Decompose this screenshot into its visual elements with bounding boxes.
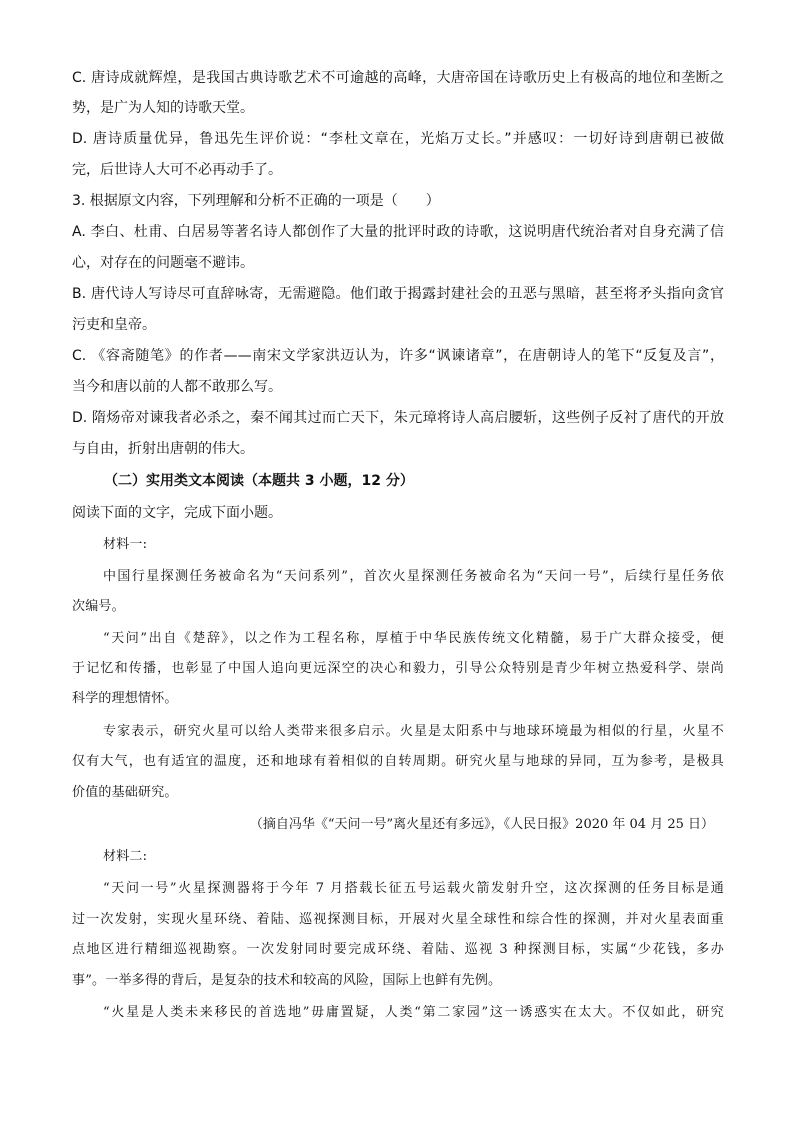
material-2-p1-line-3: 点地区进行精细巡视勘察。一次发射同时要完成环绕、着陆、巡视 3 种探测目标，实属“少花钱，多办 (72, 942, 724, 957)
material-1-p2-line-3: 科学的理想情怀。 (72, 691, 178, 706)
q3-option-a-line-1: A. 李白、杜甫、白居易等著名诗人都创作了大量的批评时政的诗歌，这说明唐代统治者对自身充满了信 (72, 224, 724, 240)
q3-option-a-line-2: 心，对存在的问题毫不避讳。 (72, 255, 254, 271)
material-2-p2-line-1: “火星是人类未来移民的首选地”毋庸置疑，人类“第二家园”这一诱惑实在太大。不仅如此，研究 (103, 1005, 724, 1020)
q3-option-d-line-2: 与自由，折射出唐朝的伟大。 (72, 441, 254, 457)
option-c-line-1: C. 唐诗成就辉煌，是我国古典诗歌艺术不可逾越的高峰，大唐帝国在诗歌历史上有极高的地位和垄断之 (72, 70, 724, 86)
q3-option-d-line-1: D. 隋炀帝对谏我者必杀之，秦不闻其过而亡天下，朱元璋将诗人高启腰斩，这些例子反衬了唐代的开放 (72, 410, 724, 426)
material-1-p2-line-2: 于记忆和传播，也彰显了中国人追向更远深空的决心和毅力，引导公众特别是青少年树立热爱科学、崇尚 (72, 661, 724, 676)
material-2-p1-line-2: 过一次发射，实现火星环绕、着陆、巡视探测目标，开展对火星全球性和综合性的探测，并对火星表面重 (72, 912, 724, 927)
material-2-p1-line-4: 事”。一举多得的背后，是复杂的技术和较高的风险，国际上也鲜有先例。 (72, 973, 502, 988)
option-c-line-2: 势，是广为人知的诗歌天堂。 (72, 100, 254, 116)
material-1-p1-line-1: 中国行星探测任务被命名为“天问系列”，首次火星探测任务被命名为“天问一号”，后续行星任务依 (103, 569, 724, 584)
material-1-p1-line-2: 次编号。 (72, 599, 125, 614)
option-d-line-1: D. 唐诗质量优异，鲁迅先生评价说：“李杜文章在，光焰万丈长。”并感叹：一切好诗到唐朝已被做 (72, 131, 724, 147)
material-1-p3-line-2: 仅有大气，也有适宜的温度，还和地球有着相似的自转周期。研究火星与地球的异同，互为参考，是极具 (72, 754, 724, 769)
material-1-p2-line-1: “天问”出自《楚辞》，以之作为工程名称，厚植于中华民族传统文化精髓，易于广大群众接受，便 (103, 631, 724, 646)
material-1-p3-line-1: 专家表示，研究火星可以给人类带来很多启示。火星是太阳系中与地球环境最为相似的行星，火星不 (103, 724, 724, 739)
q3-option-b-line-1: B. 唐代诗人写诗尽可直辞咏寄，无需避隐。他们敢于揭露封建社会的丑恶与黑暗，甚至将矛头指向贪官 (72, 286, 724, 302)
material-1-source: （摘自冯华《“天问一号”离火星还有多远》，《人民日报》2020 年 04 月 25 日） (249, 817, 714, 832)
option-d-line-2: 完，后世诗人大可不必再动手了。 (72, 162, 282, 178)
material-2-p1-line-1: “天问一号”火星探测器将于今年 7 月搭载长征五号运载火箭发射升空，这次探测的任务目标是通 (103, 881, 724, 896)
material-2-label: 材料二: (103, 849, 148, 864)
q3-option-c-line-1: C. 《容斋随笔》的作者——南宋文学家洪迈认为，许多“讽谏诸章”，在唐朝诗人的笔下“反复及言”， (72, 348, 724, 364)
section-instruction: 阅读下面的文字，完成下面小题。 (72, 505, 282, 521)
section-heading: （二）实用类文本阅读（本题共 3 小题，12 分） (104, 473, 414, 489)
q3-option-b-line-2: 污吏和皇帝。 (72, 317, 156, 333)
material-1-p3-line-3: 价值的基础研究。 (72, 785, 178, 800)
question-3-stem: 3. 根据原文内容，下列理解和分析不正确的一项是（ ） (72, 193, 440, 209)
material-1-label: 材料一: (103, 537, 148, 552)
q3-option-c-line-2: 当今和唐以前的人都不敢那么写。 (72, 379, 282, 395)
